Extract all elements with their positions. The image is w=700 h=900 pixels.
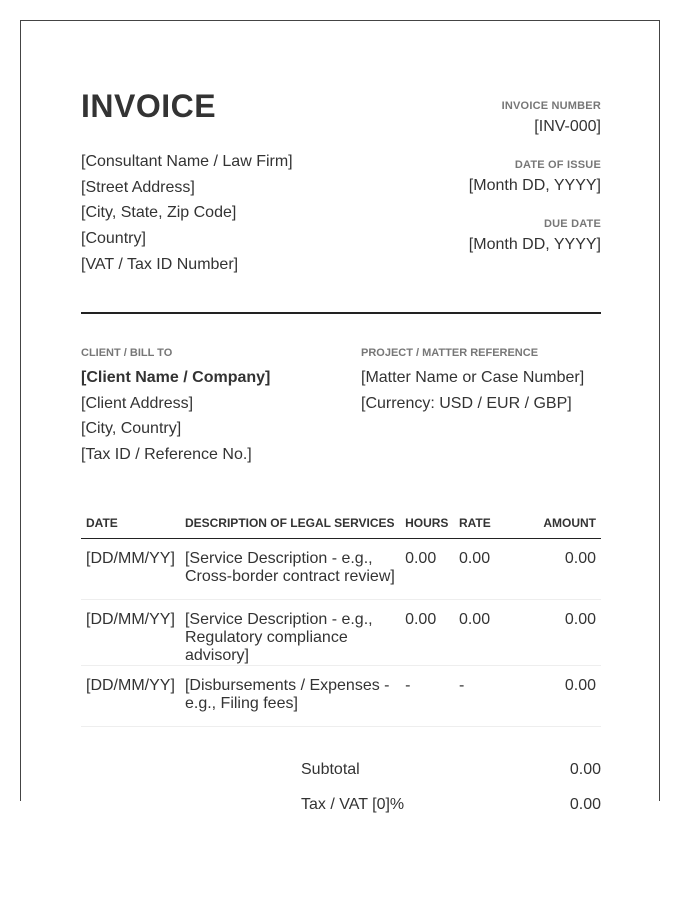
invoice-page	[20, 20, 660, 813]
table-header-row	[81, 507, 601, 539]
row-description-line: [Service Description - e.g.,	[184, 611, 373, 628]
row-rate: -	[454, 666, 514, 727]
due-date-label: DUE DATE	[543, 218, 601, 230]
date-of-issue-value: [Month DD, YYYY]	[468, 177, 601, 194]
table-row	[81, 666, 601, 727]
row-date: [DD/MM/YY]	[81, 539, 180, 600]
header-description: DESCRIPTION OF LEGAL SERVICES	[180, 507, 400, 539]
header-date: DATE	[81, 507, 180, 539]
row-date: [DD/MM/YY]	[81, 666, 180, 727]
row-description-line: e.g., Filing fees]	[184, 695, 298, 712]
date-of-issue-label: DATE OF ISSUE	[514, 159, 601, 171]
tax-label: Tax / VAT [0]%	[301, 796, 405, 813]
invoice-number-value: [INV-000]	[534, 118, 601, 135]
invoice-title: INVOICE	[81, 88, 217, 124]
subtotal-line	[301, 759, 601, 780]
sender-country: [Country]	[81, 230, 146, 248]
sender-address-block	[81, 149, 293, 278]
project-block	[361, 346, 601, 416]
tax-line	[301, 794, 601, 815]
row-date: [DD/MM/YY]	[81, 600, 180, 666]
row-hours: -	[400, 666, 454, 727]
client-label: CLIENT / BILL TO	[81, 347, 173, 359]
client-tax-id: [Tax ID / Reference No.]	[81, 446, 252, 464]
invoice-meta-block	[469, 99, 601, 276]
row-description	[180, 666, 400, 727]
row-amount: 0.00	[514, 666, 601, 727]
row-description	[180, 600, 400, 666]
row-description-line: [Disbursements / Expenses -	[184, 677, 390, 694]
invoice-number-label: INVOICE NUMBER	[501, 100, 601, 112]
row-hours: 0.00	[400, 539, 454, 600]
client-city: [City, Country]	[81, 420, 182, 438]
header-divider	[81, 312, 601, 314]
sender-street: [Street Address]	[81, 178, 195, 196]
services-table	[81, 507, 601, 727]
sender-name: [Consultant Name / Law Firm]	[81, 153, 293, 170]
subtotal-label: Subtotal	[301, 761, 360, 778]
table-row	[81, 539, 601, 600]
row-hours: 0.00	[400, 600, 454, 666]
row-description-line: Regulatory compliance advisory]	[184, 629, 348, 664]
row-description-line: Cross-border contract review]	[184, 568, 395, 585]
header-amount: AMOUNT	[514, 507, 601, 539]
header-rate: RATE	[454, 507, 514, 539]
project-matter: [Matter Name or Case Number]	[361, 369, 585, 386]
totals-block	[301, 759, 601, 829]
header-hours: HOURS	[400, 507, 454, 539]
project-currency: [Currency: USD / EUR / GBP]	[361, 394, 572, 412]
row-amount: 0.00	[514, 539, 601, 600]
row-rate: 0.00	[454, 600, 514, 666]
row-description	[180, 539, 400, 600]
table-row	[81, 600, 601, 666]
row-amount: 0.00	[514, 600, 601, 666]
subtotal-value: 0.00	[569, 761, 601, 778]
row-rate: 0.00	[454, 539, 514, 600]
due-date-value: [Month DD, YYYY]	[468, 236, 601, 253]
tax-value: 0.00	[569, 796, 601, 813]
sender-tax-id: [VAT / Tax ID Number]	[81, 255, 239, 273]
client-name: [Client Name / Company]	[81, 369, 271, 386]
row-description-line: [Service Description - e.g.,	[184, 550, 373, 567]
sender-city: [City, State, Zip Code]	[81, 204, 237, 222]
project-label: PROJECT / MATTER REFERENCE	[361, 347, 539, 359]
client-block	[81, 346, 351, 468]
client-address: [Client Address]	[81, 394, 194, 412]
